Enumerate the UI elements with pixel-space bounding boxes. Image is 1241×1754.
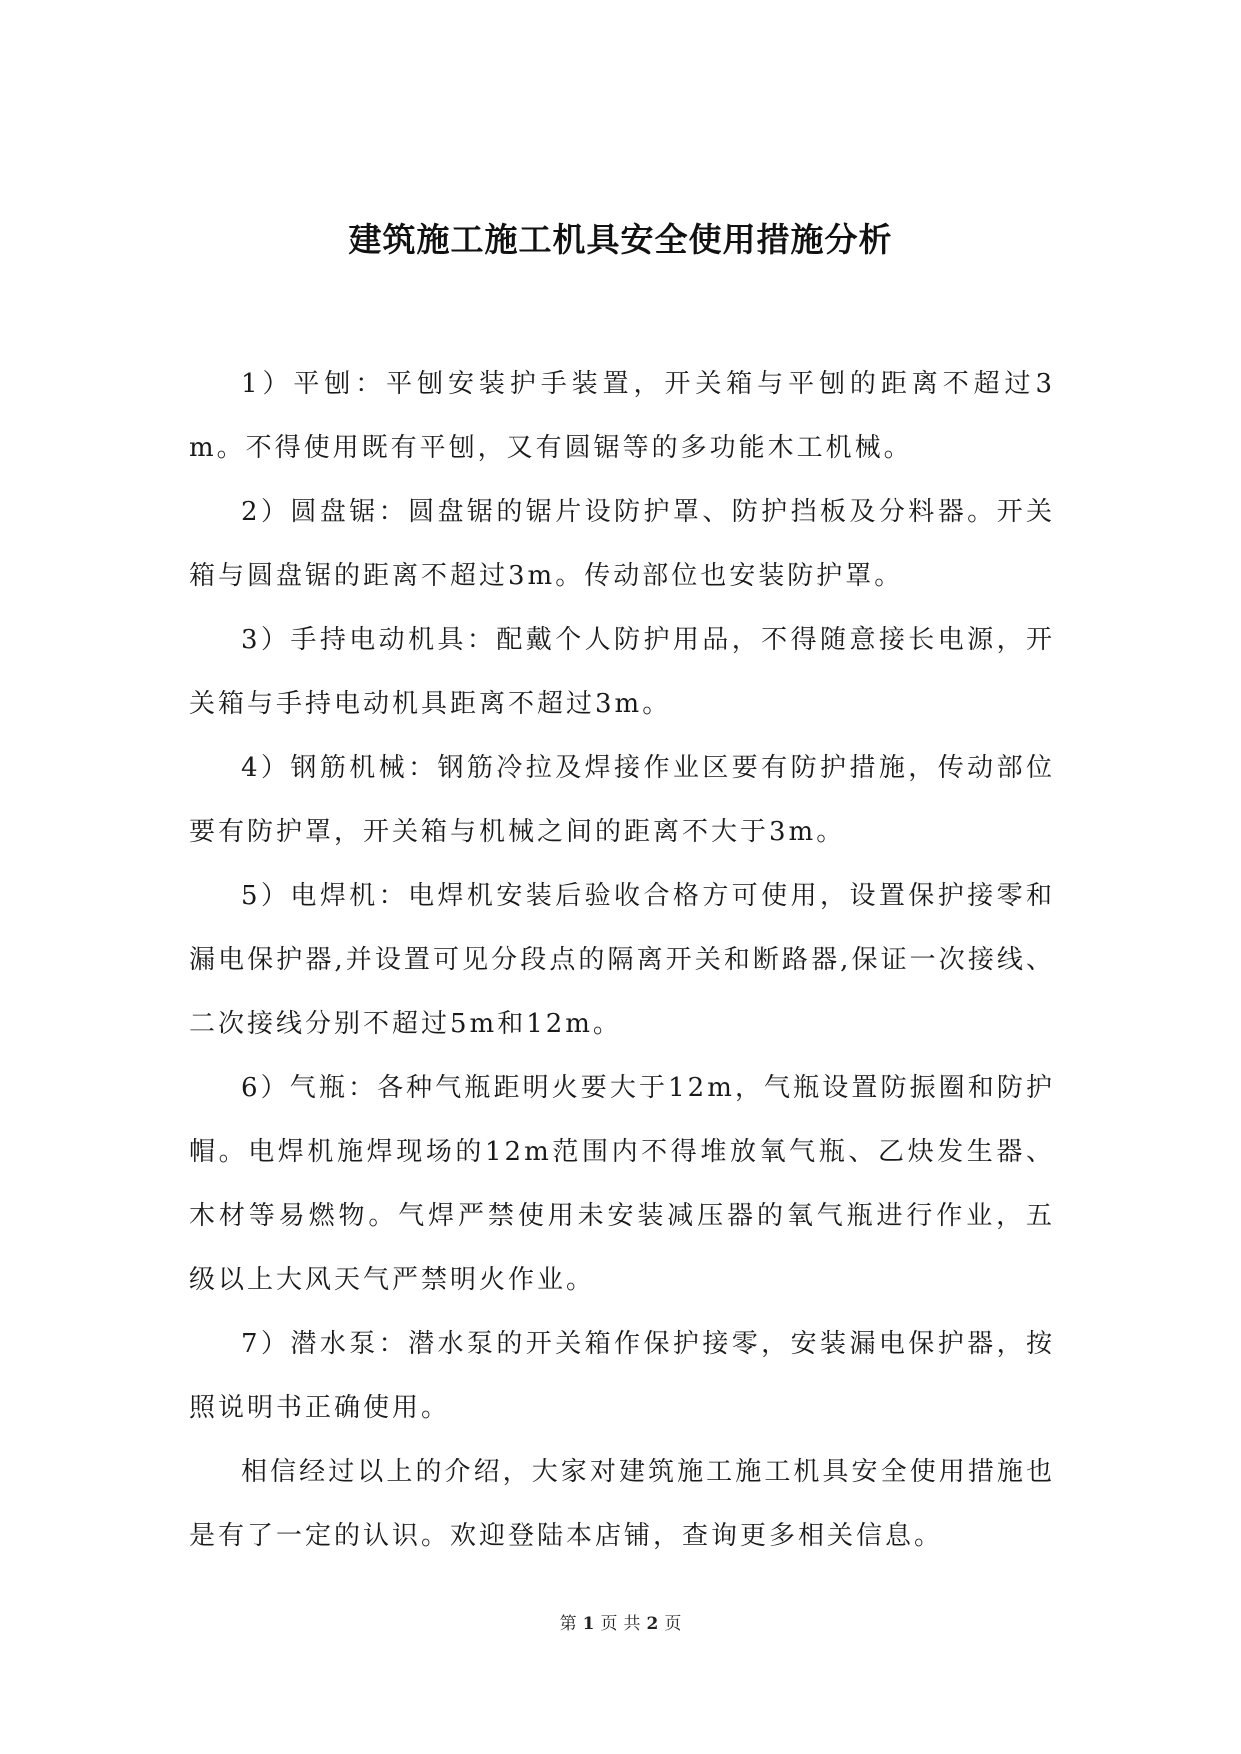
paragraph-rebar-machinery: 4）钢筋机械：钢筋冷拉及焊接作业区要有防护措施，传动部位要有防护罩，开关箱与机械之间的距离不大于3m。 xyxy=(189,753,1055,847)
paragraph-welding-machine: 5）电焊机：电焊机安装后验收合格方可使用，设置保护接零和漏电保护器,并设置可见分段点的隔离开关和断路器,保证一次接线、二次接线分别不超过5m和12m。 xyxy=(189,881,1055,1039)
paragraph-submersible-pump: 7）潜水泵：潜水泵的开关箱作保护接零，安装漏电保护器，按照说明书正确使用。 xyxy=(189,1329,1055,1423)
page-footer xyxy=(0,1612,1241,1636)
paragraph-planer: 1）平刨：平刨安装护手装置，开关箱与平刨的距离不超过3m。不得使用既有平刨，又有圆锯等的多功能木工机械。 xyxy=(189,369,1055,463)
paragraph-handheld-tools: 3）手持电动机具：配戴个人防护用品，不得随意接长电源，开关箱与手持电动机具距离不超过3m。 xyxy=(189,625,1055,719)
paragraph-gas-cylinders: 6）气瓶：各种气瓶距明火要大于12m，气瓶设置防振圈和防护帽。电焊机施焊现场的12m范围内不得堆放氧气瓶、乙炔发生器、木材等易燃物。气焊严禁使用未安装减压器的氧气瓶进行作业，五级以上大风天气严禁明火作业。 xyxy=(189,1073,1055,1295)
document-body xyxy=(189,352,1055,1568)
footer-prefix: 第 xyxy=(559,1614,577,1634)
paragraph-conclusion: 相信经过以上的介绍，大家对建筑施工施工机具安全使用措施也是有了一定的认识。欢迎登陆本店铺，查询更多相关信息。 xyxy=(189,1457,1055,1551)
document-title: 建筑施工施工机具安全使用措施分析 xyxy=(348,220,893,259)
footer-suffix: 页 xyxy=(664,1614,682,1634)
footer-total-pages: 2 xyxy=(646,1614,659,1634)
footer-page-number: 1 xyxy=(582,1614,595,1634)
footer-page-label: 页 xyxy=(600,1614,618,1634)
footer-total-label: 共 xyxy=(623,1614,641,1634)
paragraph-circular-saw: 2）圆盘锯：圆盘锯的锯片设防护罩、防护挡板及分料器。开关箱与圆盘锯的距离不超过3m。传动部位也安装防护罩。 xyxy=(189,497,1055,591)
